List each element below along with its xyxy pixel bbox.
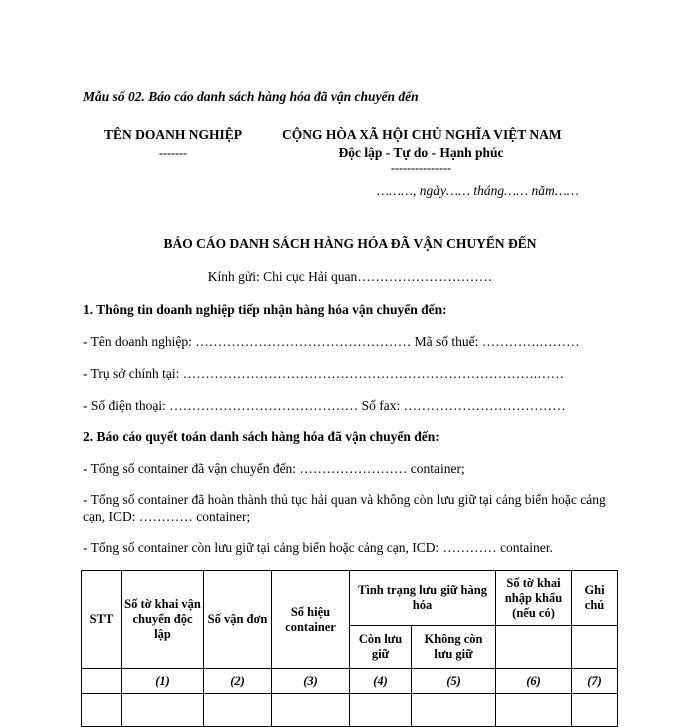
table-cell [572, 694, 618, 727]
company-name-line: - Tên doanh nghiệp: ………………………………………… Mã số thuế: ………….……… [83, 334, 580, 349]
section-1-heading: 1. Thông tin doanh nghiệp tiếp nhận hàng hóa vận chuyển đến: [83, 302, 447, 317]
phone-fax-line: - Số điện thoại: …………………………………… Số fax: ……………………………… [83, 398, 566, 413]
container-report-table [81, 570, 618, 727]
total-transported-line: - Tổng số container đã vận chuyển đến: …………………… container; [83, 461, 465, 476]
column-number: (3) [272, 669, 350, 694]
table-cell [204, 694, 272, 727]
header-import-declaration-blank [496, 626, 572, 669]
header-storage-status: Tình trạng lưu giữ hàng hóa [350, 571, 496, 626]
recipient-line: Kính gửi: Chi cục Hải quan………………………… [207, 269, 493, 284]
column-number-blank [82, 669, 122, 694]
table-cell [122, 694, 204, 727]
header-bill-no: Số vận đơn [204, 571, 272, 669]
column-number: (1) [122, 669, 204, 694]
header-container-no: Số hiệu container [272, 571, 350, 669]
column-number: (6) [496, 669, 572, 694]
total-cleared-line: - Tổng số container đã hoàn thành thủ tục hải quan và không còn lưu giữ tại cảng biển hoặc cảng cạn, ICD: ………… container; [83, 492, 606, 524]
header-still-stored: Còn lưu giữ [350, 626, 412, 669]
date-line: ………, ngày…… tháng…… năm…… [377, 183, 579, 198]
header-note-blank [572, 626, 618, 669]
column-number: (2) [204, 669, 272, 694]
header-not-stored: Không còn lưu giữ [412, 626, 496, 669]
head-office-line: - Trụ sở chính tại: …………………………………………………………………….…… [83, 366, 565, 381]
section-2-heading: 2. Báo cáo quyết toán danh sách hàng hóa đã vận chuyển đến: [83, 429, 440, 444]
organization-name: TÊN DOANH NGHIỆP [104, 127, 243, 142]
table-cell [272, 694, 350, 727]
header-note: Ghi chú [572, 571, 618, 626]
column-number: (7) [572, 669, 618, 694]
national-title: CỘNG HÒA XÃ HỘI CHỦ NGHĨA VIỆT NAM [282, 127, 562, 142]
table-cell [82, 694, 122, 727]
form-number: Mẫu số 02. Báo cáo danh sách hàng hóa đã vận chuyển đến [83, 89, 419, 104]
national-motto: Độc lập - Tự do - Hạnh phúc [338, 145, 504, 160]
total-remaining-line: - Tổng số container còn lưu giữ tại cảng biển hoặc cảng cạn, ICD: ………… container. [83, 540, 553, 555]
motto-divider: --------------- [391, 161, 451, 175]
organization-divider: ------- [159, 146, 187, 160]
table-cell [412, 694, 496, 727]
table-cell [350, 694, 412, 727]
header-import-declaration-no: Số tờ khai nhập khẩu (nếu có) [496, 571, 572, 626]
header-stt: STT [82, 571, 122, 669]
document-title: BÁO CÁO DANH SÁCH HÀNG HÓA ĐÃ VẬN CHUYỂN ĐẾN [163, 236, 537, 251]
column-number: (4) [350, 669, 412, 694]
table-cell [496, 694, 572, 727]
column-number: (5) [412, 669, 496, 694]
header-declaration-no: Số tờ khai vận chuyển độc lập [122, 571, 204, 669]
